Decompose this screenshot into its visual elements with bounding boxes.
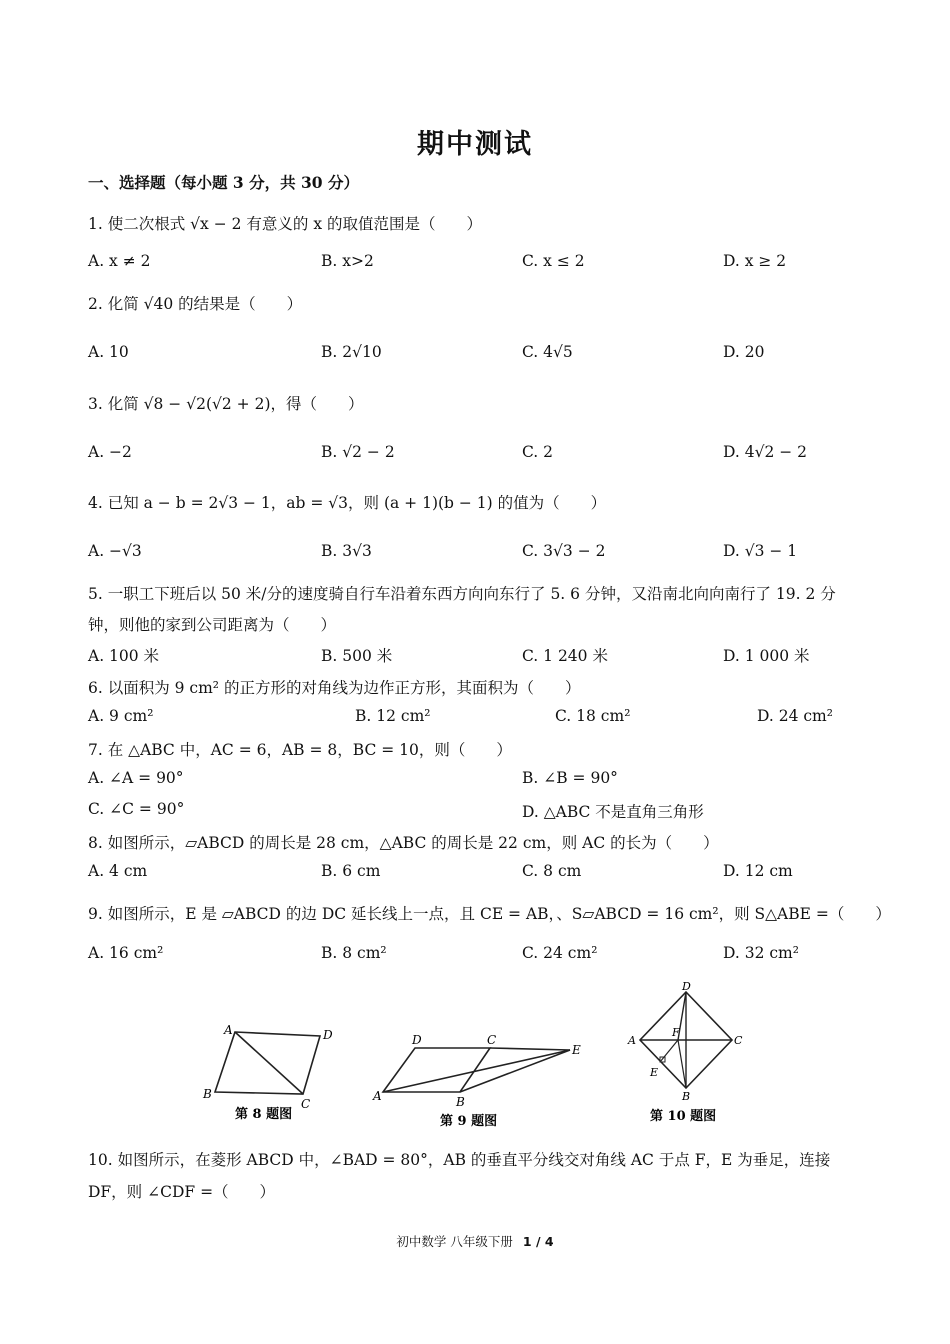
section-heading: 一、选择题（每小题 3 分，共 30 分） <box>88 173 359 192</box>
question-4-stem: 4. 已知 a − b = 2√3 − 1，ab = √3，则 (a + 1)(b − 1) 的值为（ ） <box>88 494 607 512</box>
question-5-option-c: C. 1 240 米 <box>522 647 608 665</box>
figure-10 <box>620 980 750 1130</box>
fig10-label-f: F <box>672 1026 680 1039</box>
question-5-option-d: D. 1 000 米 <box>723 647 810 665</box>
question-7-option-c: C. ∠C = 90° <box>88 800 185 818</box>
fig8-label-c: C <box>301 1097 311 1111</box>
question-9-option-c: C. 24 cm² <box>522 944 598 962</box>
question-1-stem: 1. 使二次根式 √x − 2 有意义的 x 的取值范围是（ ） <box>88 215 482 233</box>
page-number: 1 / 4 <box>522 1234 554 1249</box>
fig8-label-d: D <box>323 1028 333 1042</box>
question-4-option-b: B. 3√3 <box>321 542 372 560</box>
footer-subject: 初中数学 八年级下册 <box>396 1234 513 1249</box>
question-7-option-d: D. △ABC 不是直角三角形 <box>522 803 704 821</box>
question-2-option-a: A. 10 <box>88 343 129 361</box>
question-8-option-a: A. 4 cm <box>88 862 148 880</box>
question-4-option-a: A. −√3 <box>88 542 142 560</box>
question-1-option-b: B. x>2 <box>321 252 374 270</box>
fig8-label-b: B <box>203 1087 212 1101</box>
question-9-option-d: D. 32 cm² <box>723 944 799 962</box>
question-3-option-a: A. −2 <box>88 443 132 461</box>
fig10-caption: 第 10 题图 <box>650 1109 717 1124</box>
question-6-stem: 6. 以面积为 9 cm² 的正方形的对角线为边作正方形，其面积为（ ） <box>88 679 581 697</box>
question-5-option-b: B. 500 米 <box>321 647 393 665</box>
question-8-option-d: D. 12 cm <box>723 862 793 880</box>
question-3-option-d: D. 4√2 − 2 <box>723 443 808 461</box>
question-2-option-d: D. 20 <box>723 343 765 361</box>
question-2-option-b: B. 2√10 <box>321 343 382 361</box>
fig8-label-a: A <box>224 1023 233 1037</box>
question-6-option-d: D. 24 cm² <box>757 707 833 725</box>
question-9-option-a: A. 16 cm² <box>88 944 164 962</box>
question-6-option-c: C. 18 cm² <box>555 707 631 725</box>
fig10-label-c: C <box>734 1034 743 1047</box>
fig9-label-a: A <box>373 1089 382 1103</box>
question-10-line-2: DF，则 ∠CDF =（ ） <box>88 1183 276 1201</box>
page-footer <box>0 1232 950 1250</box>
question-7-stem: 7. 在 △ABC 中，AC = 6，AB = 8，BC = 10，则（ ） <box>88 741 512 759</box>
fig10-label-e: E <box>650 1066 659 1079</box>
question-3-option-b: B. √2 − 2 <box>321 443 395 461</box>
question-6-option-a: A. 9 cm² <box>88 707 154 725</box>
fig10-label-a: A <box>628 1034 636 1047</box>
question-8-option-b: B. 6 cm <box>321 862 381 880</box>
fig8-caption: 第 8 题图 <box>235 1107 293 1122</box>
fig9-label-d: D <box>412 1033 422 1047</box>
question-3-stem: 3. 化简 √8 − √2(√2 + 2)，得（ ） <box>88 395 364 413</box>
question-2-option-c: C. 4√5 <box>522 343 573 361</box>
fig10-label-d: D <box>682 980 691 993</box>
question-8-option-c: C. 8 cm <box>522 862 582 880</box>
question-9-stem: 9. 如图所示，E 是 ▱ABCD 的边 DC 延长线上一点，且 CE = AB，、S▱ABCD = 16 cm²，则 S△ABE =（ ） <box>88 905 891 923</box>
question-4-option-c: C. 3√3 − 2 <box>522 542 606 560</box>
question-5-line-2: 钟，则他的家到公司距离为（ ） <box>88 616 337 634</box>
question-4-option-d: D. √3 − 1 <box>723 542 798 560</box>
page-title: 期中测试 <box>417 129 533 160</box>
question-5-line-1: 5. 一职工下班后以 50 米/分的速度骑自行车沿着东西方向向东行了 5. 6 分钟，又沿南北向向南行了 19. 2 分 <box>88 585 836 603</box>
fig9-label-c: C <box>487 1033 497 1047</box>
question-5-option-a: A. 100 米 <box>88 647 160 665</box>
fig9-caption: 第 9 题图 <box>440 1114 498 1129</box>
fig9-label-e: E <box>572 1043 581 1057</box>
question-10-line-1: 10. 如图所示，在菱形 ABCD 中，∠BAD = 80°，AB 的垂直平分线交对角线 AC 于点 F，E 为垂足，连接 <box>88 1151 831 1169</box>
question-1-option-c: C. x ≤ 2 <box>522 252 585 270</box>
question-9-option-b: B. 8 cm² <box>321 944 387 962</box>
question-3-option-c: C. 2 <box>522 443 554 461</box>
question-1-option-a: A. x ≠ 2 <box>88 252 151 270</box>
figure-9 <box>370 1030 595 1130</box>
question-1-option-d: D. x ≥ 2 <box>723 252 787 270</box>
figure-8 <box>195 1020 345 1130</box>
question-8-stem: 8. 如图所示，▱ABCD 的周长是 28 cm，△ABC 的周长是 22 cm，则 AC 的长为（ ） <box>88 834 719 852</box>
fig10-label-b: B <box>682 1090 691 1103</box>
question-2-stem: 2. 化简 √40 的结果是（ ） <box>88 295 303 313</box>
question-6-option-b: B. 12 cm² <box>355 707 431 725</box>
fig9-label-b: B <box>456 1095 465 1109</box>
question-7-option-b: B. ∠B = 90° <box>522 769 618 787</box>
question-7-option-a: A. ∠A = 90° <box>88 769 184 787</box>
